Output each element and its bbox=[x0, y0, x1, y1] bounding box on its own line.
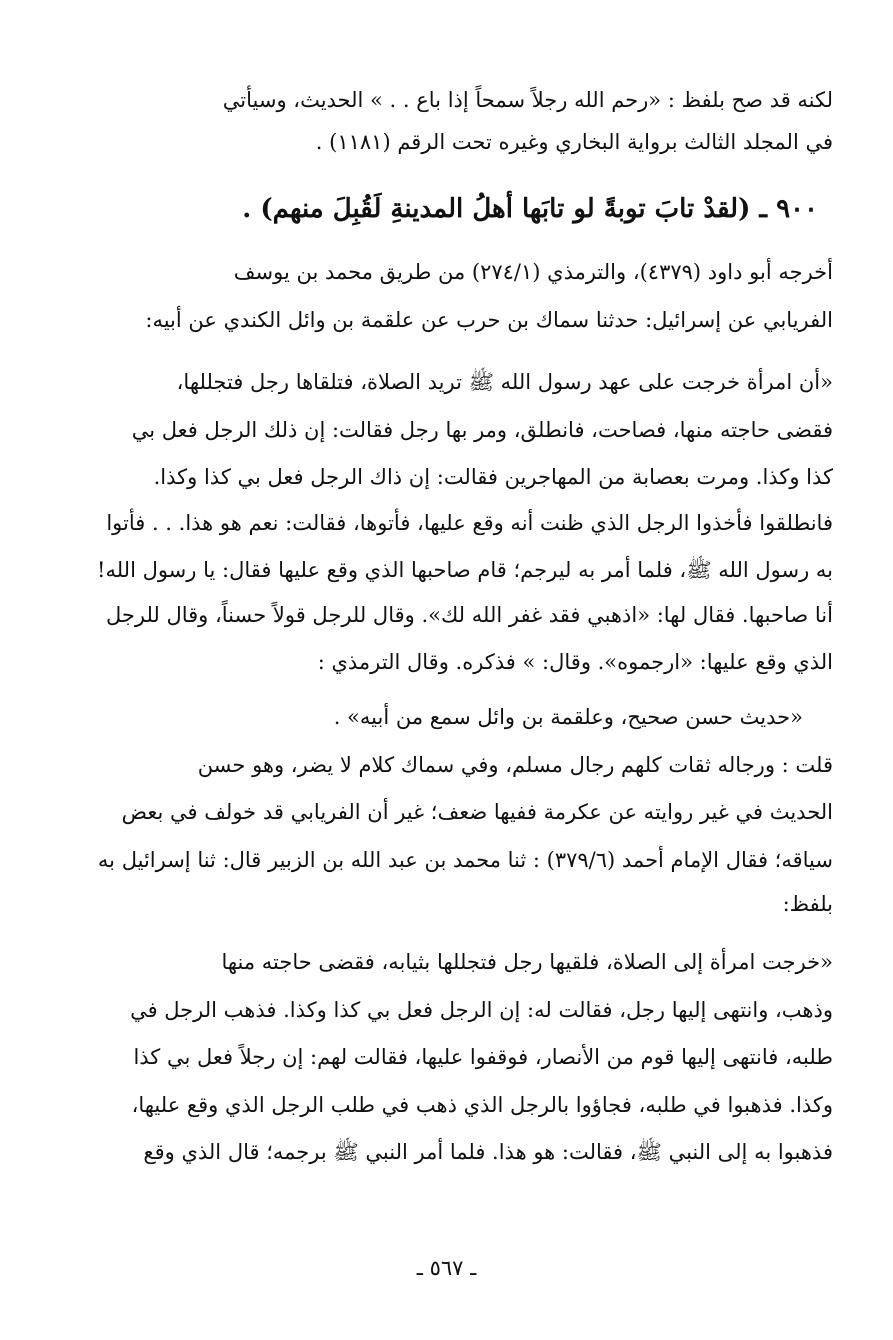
takhrij-line-2: الفريابي عن إسرائيل: حدثنا سماك بن حرب عن علقمة بن وائل الكندي عن أبيه: bbox=[145, 308, 833, 332]
hadith-line-4: فانطلقوا فأخذوا الرجل الذي ظنت أنه وقع عليها، فأتوها، فقالت: نعم هو هذا. . . فأتوا bbox=[106, 511, 833, 535]
ahmad-line-3: طلبه، فانتهى إليها قوم من الأنصار، فوقفوا عليها، فقالت لهم: إن رجلاً فعل بي كذا bbox=[133, 1045, 833, 1069]
intro-line-2: في المجلد الثالث برواية البخاري وغيره تحت الرقم (١١٨١) . bbox=[315, 130, 833, 154]
comment-line-2: الحديث في غير روايته عن عكرمة ففيها ضعف؛ غير أن الفريابي قد خولف في بعض bbox=[121, 800, 833, 824]
ahmad-line-2: وذهب، وانتهى إليها رجل، فقالت له: إن الرجل فعل بي كذا وكذا. فذهب الرجل في bbox=[130, 998, 833, 1022]
ahmad-line-1: «خرجت امرأة إلى الصلاة، فلقيها رجل فتجللها بثيابه، فقضى حاجته منها bbox=[221, 950, 833, 974]
hadith-line-7: الذي وقع عليها: «ارجموه». وقال: » فذكره. وقال الترمذي : bbox=[317, 650, 833, 674]
hadith-line-2: فقضى حاجته منها، فصاحت، فانطلق، ومر بها رجل فقالت: إن ذلك الرجل فعل بي bbox=[131, 418, 833, 442]
comment-line-1: قلت : ورجاله ثقات كلهم رجال مسلم، وفي سماك كلام لا يضر، وهو حسن bbox=[197, 753, 833, 777]
comment-line-3: سياقه؛ فقال الإمام أحمد (٣٧٩/٦) : ثنا محمد بن عبد الله بن الزبير قال: ثنا إسرائيل به bbox=[97, 848, 833, 872]
intro-line-1: لكنه قد صح بلفظ : «رحم الله رجلاً سمحاً إذا باع . . » الحديث، وسيأتي bbox=[222, 88, 833, 112]
comment-line-4: بلفظ: bbox=[782, 892, 833, 916]
tirmidhi-quote: «حديث حسن صحيح، وعلقمة بن وائل سمع من أبيه» . bbox=[333, 705, 803, 729]
hadith-line-3: كذا وكذا. ومرت بعصابة من المهاجرين فقالت: إن ذاك الرجل فعل بي كذا وكذا. bbox=[153, 465, 833, 489]
hadith-line-5: به رسول الله ﷺ، فلما أمر به ليرجم؛ قام صاحبها الذي وقع عليها فقال: يا رسول الله! bbox=[97, 558, 833, 582]
ahmad-line-4: وكذا. فذهبوا في طلبه، فجاؤوا بالرجل الذي ذهب في طلب الرجل الذي وقع عليها، bbox=[131, 1093, 833, 1117]
page-number: ـ ٥٦٧ ـ bbox=[416, 1256, 477, 1280]
hadith-line-1: «أن امرأة خرجت على عهد رسول الله ﷺ تريد الصلاة، فتلقاها رجل فتجللها، bbox=[176, 370, 833, 394]
hadith-line-6: أنا صاحبها. فقال لها: «اذهبي فقد غفر الله لك». وقال للرجل قولاً حسناً، وقال للرجل bbox=[105, 603, 833, 627]
takhrij-line-1: أخرجه أبو داود (٤٣٧٩)، والترمذي (٢٧٤/١) من طريق محمد بن يوسف bbox=[233, 260, 833, 284]
hadith-heading: ٩٠٠ ـ (لقدْ تابَ توبةً لو تابَها أهلُ المدينةِ لَقُبِلَ منهم) . bbox=[242, 194, 818, 224]
ahmad-line-5: فذهبوا به إلى النبي ﷺ، فقالت: هو هذا. فلما أمر النبي ﷺ برجمه؛ قال الذي وقع bbox=[143, 1140, 833, 1164]
